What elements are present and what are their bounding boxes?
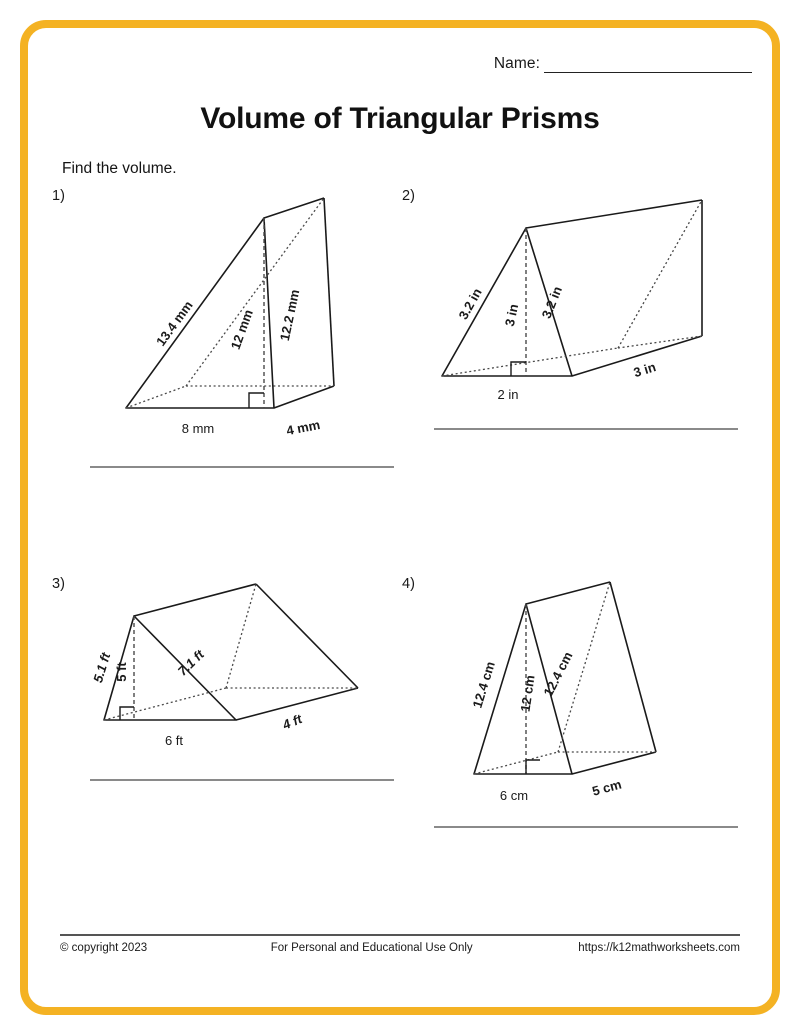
instruction-text: Find the volume. [62,160,177,177]
dim-right-slant-1: 12.2 mm [276,288,303,343]
footer-url[interactable]: https://k12mathworksheets.com [578,942,740,954]
dim-depth-3: 4 ft [280,711,305,733]
dim-right-slant-2: 3.2 in [538,284,566,321]
dim-right-slant-3: 7.1 ft [174,646,207,679]
problem-number: 3) [52,576,65,592]
worksheet-content [40,34,760,989]
dim-base-4: 6 cm [499,788,529,803]
dim-height-2: 3 in [501,302,522,328]
footer-usage-note: For Personal and Educational Use Only [270,942,473,954]
answer-line-3[interactable] [90,779,394,781]
dim-height-4: 12 cm [517,674,538,713]
answer-line-2[interactable] [434,428,738,430]
dim-height-1: 12 mm [227,307,256,352]
footer [60,942,740,954]
dim-left-slant-4: 12.4 cm [469,659,498,710]
answer-line-4[interactable] [434,826,738,828]
name-label: Name: [493,55,540,72]
dim-base-1: 8 mm [181,421,215,436]
footer-copyright: © copyright 2023 [60,942,148,954]
problem-number: 1) [52,188,65,204]
prism-figure-1 [46,186,398,451]
prism-figure-2 [396,186,748,451]
dim-depth-1: 4 mm [285,416,322,439]
name-row [494,56,752,73]
prism-figure-4 [396,574,748,814]
dim-left-slant-2: 3.2 in [455,285,485,322]
name-input-blank[interactable] [544,59,752,73]
dim-depth-4: 5 cm [590,776,624,799]
dim-left-slant-3: 5.1 ft [90,650,114,685]
answer-line-1[interactable] [90,466,394,468]
dim-height-3: 5 ft [114,662,129,682]
problem-number: 4) [402,576,415,592]
dim-depth-2: 3 in [631,359,658,381]
footer-divider [60,934,740,936]
problem-number: 2) [402,188,415,204]
page-title: Volume of Triangular Prisms [200,102,600,135]
dim-right-slant-4: 12.4 cm [540,649,576,699]
dim-left-slant-1: 13.4 mm [152,297,196,349]
dim-base-2: 2 in [497,387,519,402]
prism-figure-3 [46,574,398,804]
dim-base-3: 6 ft [164,733,184,748]
